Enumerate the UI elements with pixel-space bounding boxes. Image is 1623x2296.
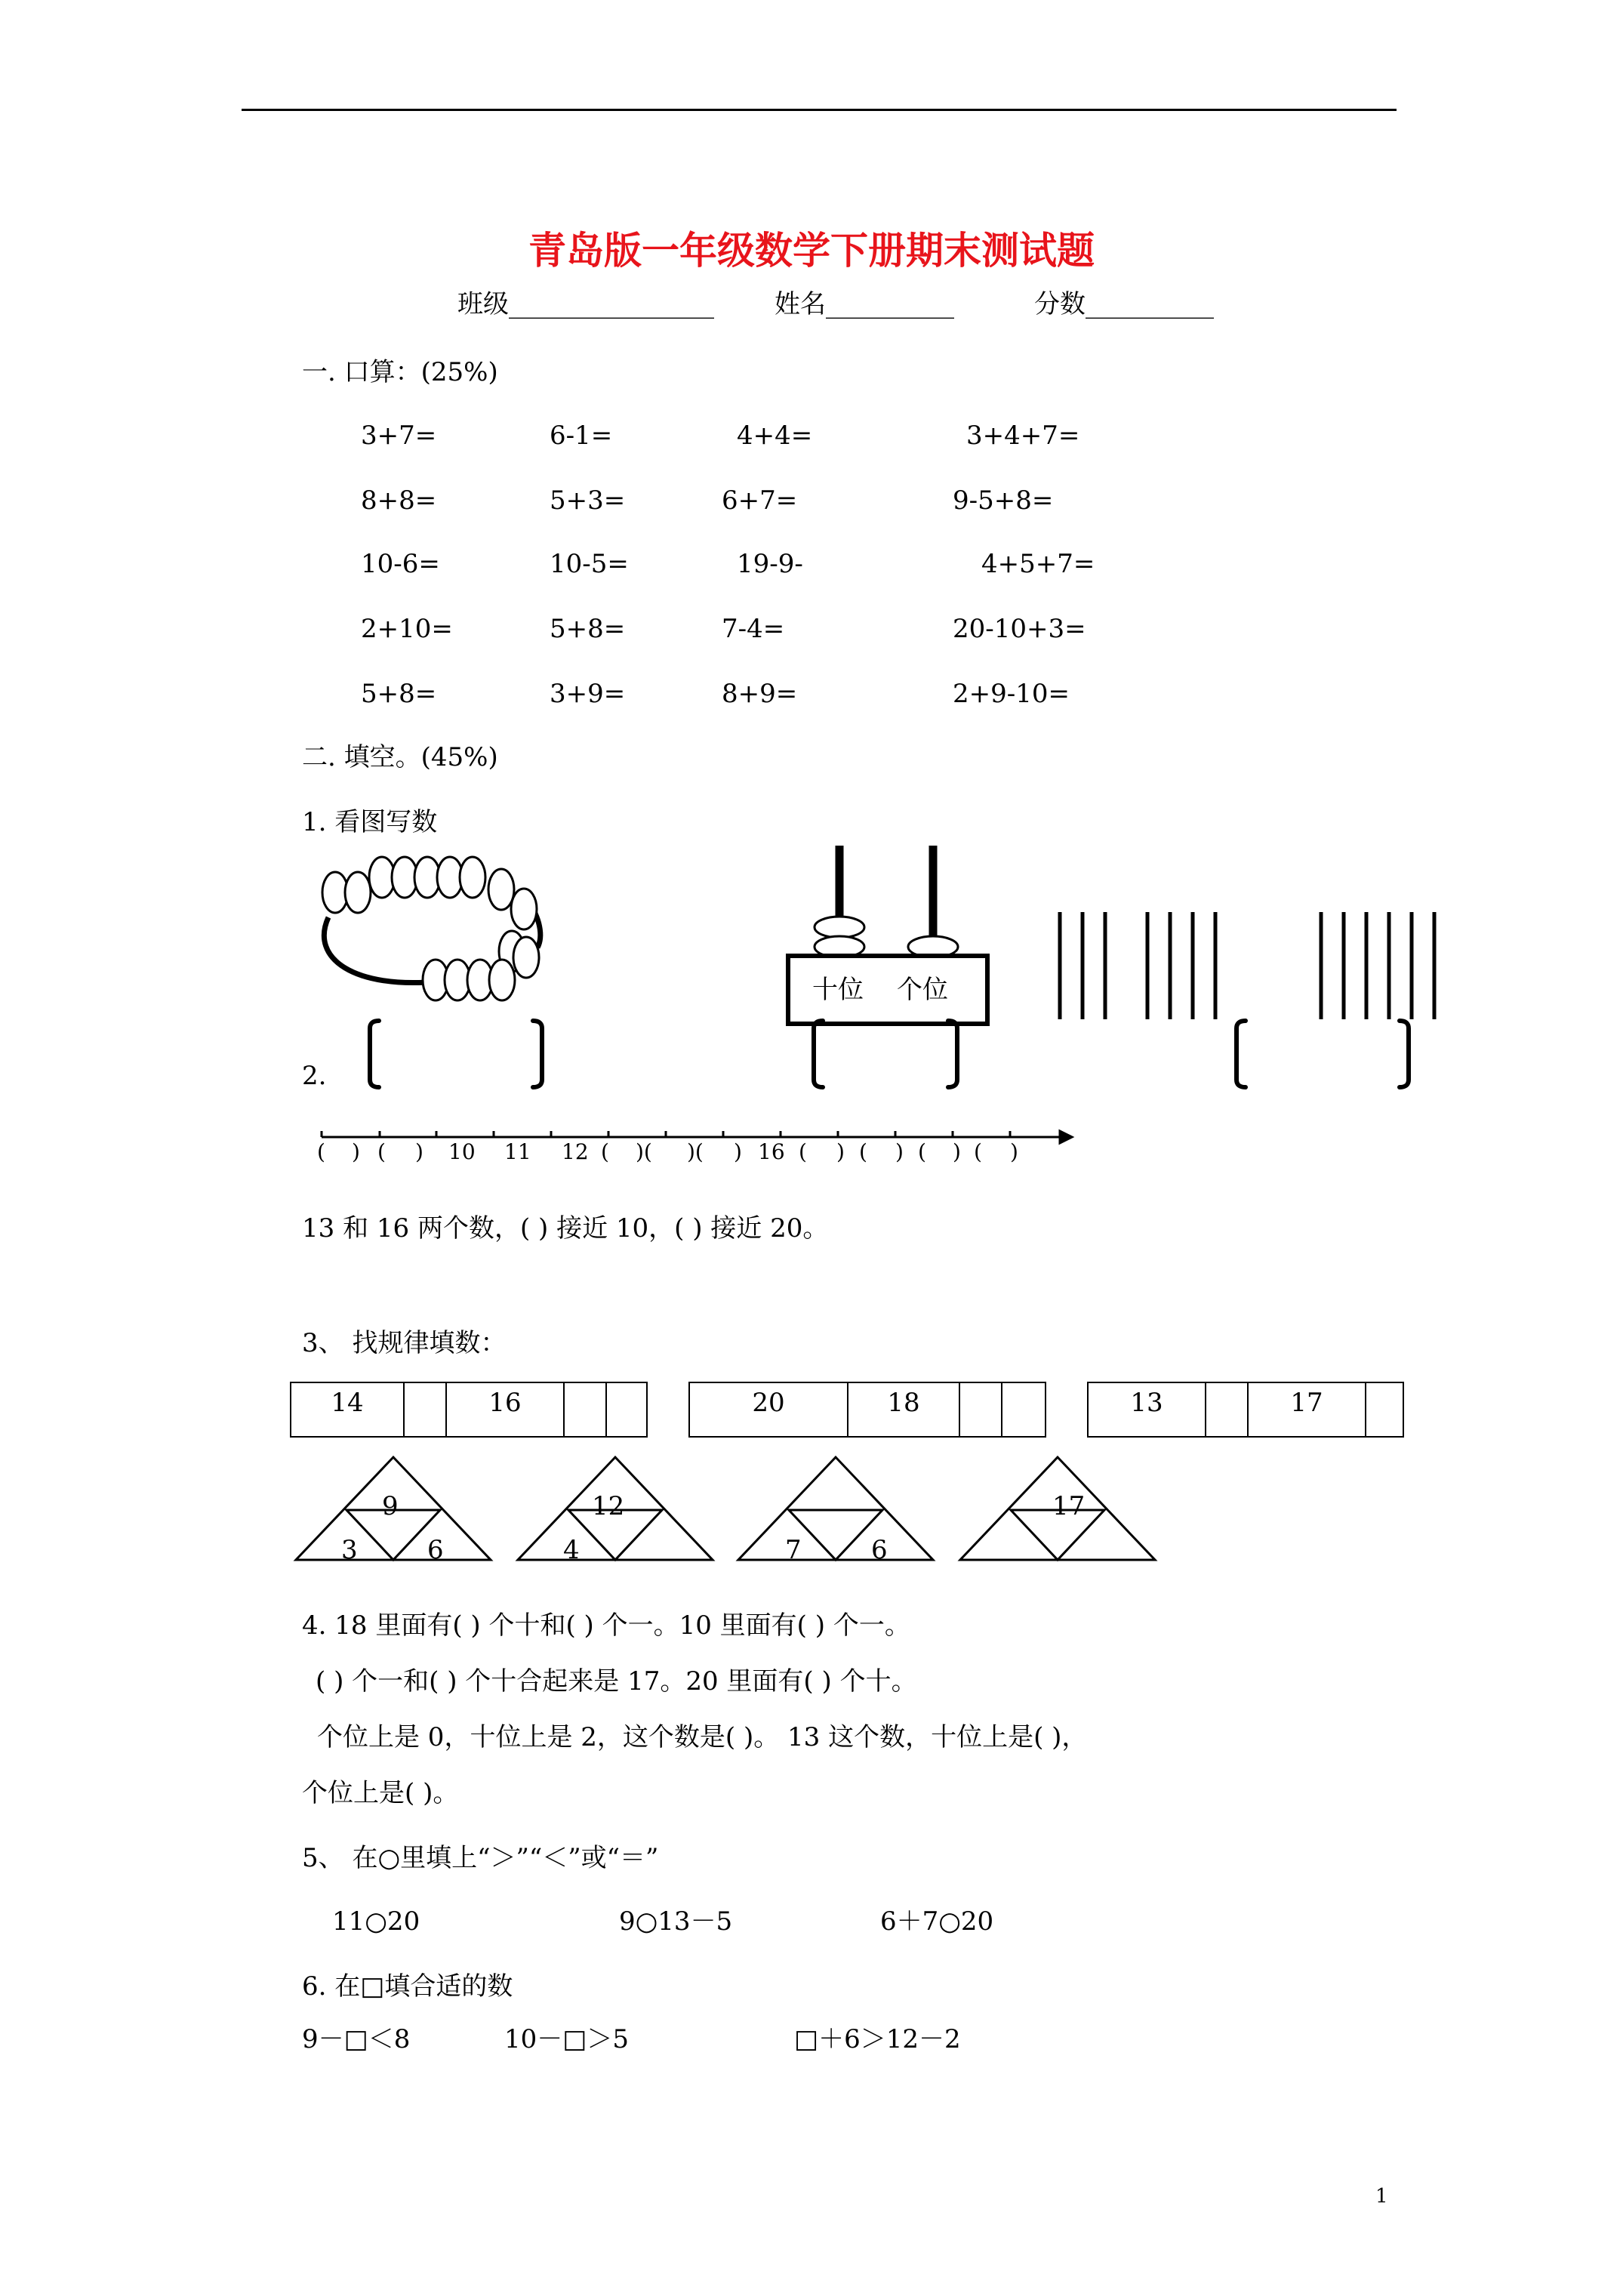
tri1-right: 6	[427, 1535, 444, 1565]
calc-r3-c0: 2+10=	[361, 614, 453, 644]
answer-brackets	[370, 1021, 1409, 1087]
nl-0: (	[317, 1139, 325, 1164]
nl-12: (	[799, 1139, 807, 1164]
triangles	[296, 1457, 1155, 1560]
seq-a-cell-4[interactable]	[607, 1383, 646, 1436]
nl-17: )	[953, 1139, 961, 1164]
tri2-left: 4	[563, 1535, 580, 1565]
calc-r1-c0: 8+8=	[361, 485, 437, 516]
nl-2: (	[377, 1139, 386, 1164]
calc-r3-c3: 20-10+3=	[953, 614, 1086, 644]
q6-label: 6. 在□填合适的数	[302, 1971, 513, 2002]
nl-7: (	[601, 1139, 609, 1164]
tri2-top: 12	[592, 1491, 625, 1521]
section1-heading: 一. 口算：(25%)	[302, 357, 498, 387]
seq-a-cell-3[interactable]	[565, 1383, 607, 1436]
q5-item-2: 6＋7○20	[880, 1906, 994, 1937]
seq-a-cell-1[interactable]	[405, 1383, 447, 1436]
abacus-tens-label: 十位	[812, 975, 864, 1005]
q2-label: 2.	[302, 1061, 327, 1091]
calc-r0-c3: 3+4+7=	[966, 421, 1080, 451]
calc-r4-c1: 3+9=	[550, 679, 626, 709]
sequence-box-b	[688, 1382, 1046, 1438]
calc-r4-c3: 2+9-10=	[953, 679, 1070, 709]
class-field: 班级________________	[457, 289, 714, 319]
calc-r0-c0: 3+7=	[361, 421, 437, 451]
nl-14: (	[859, 1139, 867, 1164]
bead-necklace	[322, 857, 540, 1000]
sticks-group-2	[1321, 912, 1434, 1019]
q1-label: 1. 看图写数	[302, 807, 438, 837]
calc-r1-c3: 9-5+8=	[953, 485, 1054, 516]
nl-3: )	[415, 1139, 423, 1164]
q3-label: 3、 找规律填数：	[302, 1328, 507, 1358]
seq-b-cell-2[interactable]: 18	[848, 1383, 960, 1436]
q6-item-1: 10－□＞5	[504, 2024, 630, 2054]
tri3-right: 6	[871, 1535, 888, 1565]
q6-item-2: □＋6＞12－2	[794, 2024, 961, 2054]
nl-6: 12	[562, 1139, 589, 1164]
sequence-box-c	[1087, 1382, 1404, 1438]
seq-a-cell-2[interactable]: 16	[447, 1383, 565, 1436]
calc-r2-c2: 19-9-	[737, 549, 803, 579]
nl-11: 16	[758, 1139, 785, 1164]
nl-16: (	[918, 1139, 926, 1164]
sequence-box-a	[290, 1382, 648, 1438]
nl-9: )(	[687, 1139, 704, 1164]
abacus-ones-label: 个位	[897, 975, 948, 1005]
q6-item-0: 9－□＜8	[302, 2024, 411, 2054]
section2-heading: 二. 填空。(45%)	[302, 742, 498, 772]
nl-19: )	[1010, 1139, 1018, 1164]
tri4-top: 17	[1052, 1491, 1086, 1521]
calc-r4-c0: 5+8=	[361, 679, 437, 709]
nl-1: )	[352, 1139, 360, 1164]
seq-b-cell-4[interactable]	[1002, 1383, 1045, 1436]
calc-r2-c0: 10-6=	[361, 549, 440, 579]
nl-10: )	[734, 1139, 742, 1164]
nl-4: 10	[448, 1139, 476, 1164]
q4-line2: ( ) 个一和( ) 个十合起来是 17。20 里面有( ) 个十。	[316, 1666, 917, 1697]
seq-c-cell-0[interactable]: 13	[1089, 1383, 1206, 1436]
name-field: 姓名__________	[775, 289, 954, 319]
calc-r4-c2: 8+9=	[722, 679, 798, 709]
seq-b-cell-3[interactable]	[960, 1383, 1002, 1436]
calc-r3-c1: 5+8=	[550, 614, 626, 644]
nl-8: )(	[636, 1139, 652, 1164]
nl-13: )	[836, 1139, 845, 1164]
score-field: 分数__________	[1034, 289, 1214, 319]
page-number: 1	[1375, 2185, 1388, 2208]
q4-line1: 4. 18 里面有( ) 个十和( ) 个一。10 里面有( ) 个一。	[302, 1610, 910, 1641]
sticks-group-1	[1060, 912, 1215, 1019]
calc-r1-c2: 6+7=	[722, 485, 798, 516]
seq-c-cell-3[interactable]	[1366, 1383, 1403, 1436]
q5-label: 5、 在○里填上“＞”“＜”或“＝”	[302, 1843, 659, 1873]
calc-r0-c2: 4+4=	[737, 421, 813, 451]
q4-line3: 个位上是 0，十位上是 2，这个数是( )。 13 这个数，十位上是( )，	[317, 1722, 1088, 1752]
q5-item-1: 9○13－5	[619, 1906, 733, 1937]
calc-r2-c3: 4+5+7=	[981, 549, 1095, 579]
calc-r2-c1: 10-5=	[550, 549, 629, 579]
calc-r0-c1: 6-1=	[550, 421, 613, 451]
seq-c-cell-1[interactable]	[1206, 1383, 1249, 1436]
q4-line4: 个位上是( )。	[302, 1778, 459, 1808]
seq-b-cell-0[interactable]: 20	[690, 1383, 848, 1436]
q5-item-0: 11○20	[332, 1906, 420, 1937]
tri1-top: 9	[382, 1491, 399, 1521]
seq-c-cell-2[interactable]: 17	[1249, 1383, 1366, 1436]
calc-r3-c2: 7-4=	[722, 614, 785, 644]
nl-5: 11	[504, 1139, 531, 1164]
page-title: 青岛版一年级数学下册期末测试题	[528, 228, 1095, 273]
tri3-left: 7	[785, 1535, 802, 1565]
seq-a-cell-0[interactable]: 14	[291, 1383, 405, 1436]
nl-18: (	[974, 1139, 982, 1164]
nl-15: )	[895, 1139, 904, 1164]
tri1-left: 3	[341, 1535, 358, 1565]
q2-text: 13 和 16 两个数，( ) 接近 10，( ) 接近 20。	[302, 1213, 829, 1244]
calc-r1-c1: 5+3=	[550, 485, 626, 516]
